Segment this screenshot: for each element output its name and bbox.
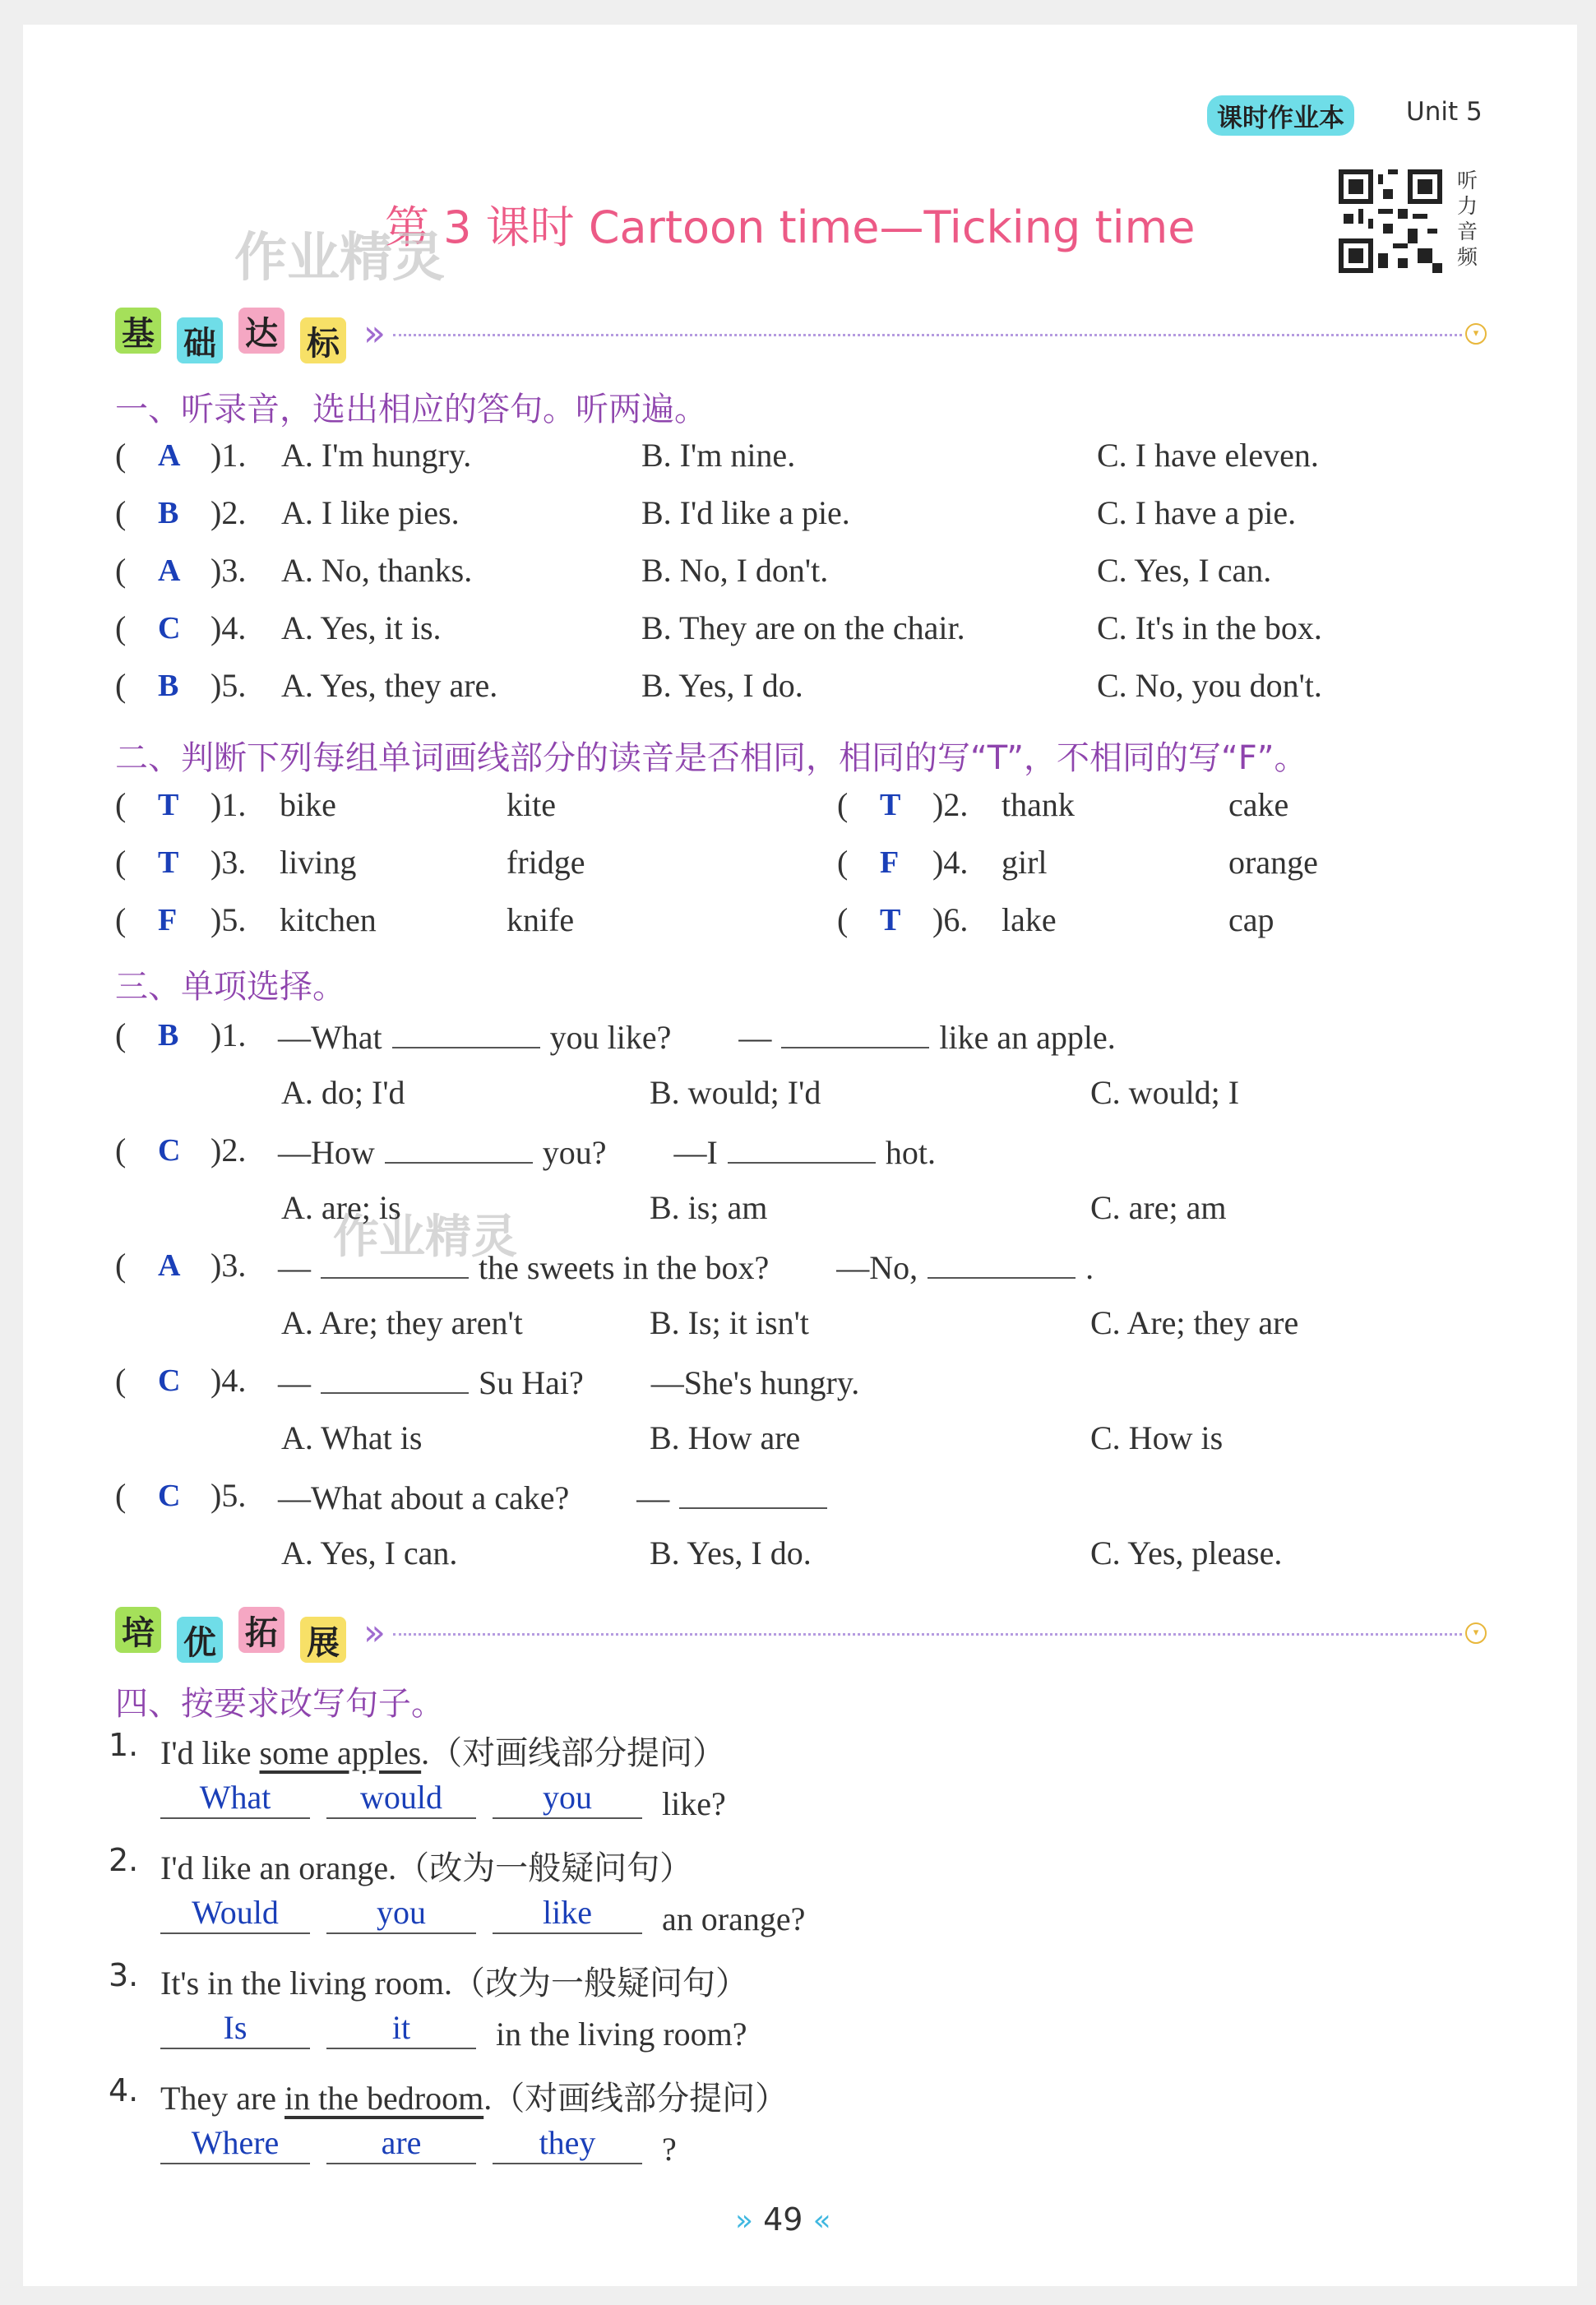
sentence-text: I'd like (160, 1734, 260, 1771)
paren-open: ( (837, 786, 849, 823)
question-number: )4. (210, 1362, 247, 1399)
listen-audio-label: 听力音频 (1457, 169, 1478, 269)
question-number: )3. (210, 1247, 247, 1284)
answer-blank[interactable] (321, 1246, 469, 1279)
word-2: orange (1228, 844, 1318, 881)
answer-fill[interactable]: it (326, 2008, 476, 2049)
part3-heading: 三、单项选择。 (115, 968, 345, 1006)
option-b: B. Yes, I do. (641, 667, 803, 704)
section-badge-char: 基 (115, 308, 161, 354)
answer-mark: T (880, 788, 901, 822)
option-c: C. are; am (1090, 1189, 1227, 1226)
answer-mark: C (158, 1363, 181, 1398)
question-number: )2. (932, 786, 969, 823)
answer-mark: F (880, 845, 900, 880)
answer-mark: T (880, 903, 901, 937)
option-b: B. is; am (650, 1189, 768, 1226)
answer-fill[interactable]: like (493, 1893, 642, 1934)
word-2: knife (507, 901, 575, 938)
paren-open: ( (115, 609, 127, 646)
option-b: B. How are (650, 1419, 801, 1456)
sentence (160, 1842, 692, 1889)
part2-heading: 二、判断下列每组单词画线部分的读音是否相同，相同的写“T”，不相同的写“F”。 (115, 739, 1307, 777)
question-number: )1. (210, 1016, 247, 1053)
answer-mark: B (158, 496, 179, 530)
paren-open: ( (115, 1247, 127, 1284)
sentence-text: They are (160, 2080, 285, 2117)
question-number: 1. (109, 1727, 139, 1763)
question-number: 3. (109, 1957, 139, 1993)
option-b: B. I'm nine. (641, 437, 796, 474)
stem-text: —No, (836, 1249, 918, 1286)
section-badge-char: 展 (300, 1617, 346, 1663)
word-2: cake (1228, 786, 1289, 823)
stem-text: —What about a cake? (278, 1479, 570, 1516)
answer-mark: C (158, 1479, 181, 1513)
underlined-phrase: in the bedroom (285, 2080, 484, 2117)
double-chevron-icon: » (363, 312, 386, 354)
paren-open: ( (115, 1362, 127, 1399)
paren-open: ( (115, 494, 127, 531)
option-b: B. would; I'd (650, 1074, 821, 1111)
answer-mark: C (158, 611, 181, 646)
section-badge-char: 培 (115, 1607, 161, 1653)
sentence-tail: in the living room? (496, 2016, 747, 2053)
option-c: C. Yes, I can. (1097, 552, 1272, 589)
stem-text: — (738, 1019, 772, 1056)
paren-open: ( (837, 901, 849, 938)
answer-blank[interactable] (385, 1131, 533, 1164)
watermark: 作业精灵 (333, 1210, 517, 1264)
answer-mark: A (158, 438, 181, 473)
question-stem (278, 1246, 1103, 1287)
question-number: )5. (210, 901, 247, 938)
stem-text: — (278, 1364, 311, 1401)
option-a: A. are; is (281, 1189, 401, 1226)
question-number: 4. (109, 2072, 139, 2108)
question-stem (278, 1016, 1126, 1057)
option-c: C. I have eleven. (1097, 437, 1319, 474)
answer-blank[interactable] (679, 1476, 827, 1509)
stem-text: —What (278, 1019, 382, 1056)
answer-mark: F (158, 903, 178, 937)
answer-mark: B (158, 1018, 179, 1053)
question-number: )1. (210, 786, 247, 823)
question-number: )2. (210, 494, 247, 531)
paren-open: ( (115, 901, 127, 938)
paren-open: ( (115, 437, 127, 474)
option-b: B. No, I don't. (641, 552, 829, 589)
answer-blank[interactable] (392, 1016, 540, 1048)
lesson-title: 第 3 课时 Cartoon time—Ticking time (385, 201, 1196, 253)
sentence-instruction: .（对画线部分提问） (421, 1734, 726, 1771)
sentence (160, 2072, 788, 2119)
answer-fill[interactable]: would (326, 1778, 476, 1819)
answer-fill[interactable]: Is (160, 2008, 310, 2049)
sentence-text: I'd like an orange.（改为一般疑问句） (160, 1849, 693, 1886)
answer-mark: A (158, 553, 181, 588)
option-a: A. Yes, I can. (281, 1534, 458, 1571)
double-chevron-icon: » (363, 1612, 386, 1654)
word-1: living (280, 844, 357, 881)
option-a: A. Are; they aren't (281, 1304, 523, 1341)
stem-text: —She's hungry. (650, 1364, 860, 1401)
stem-text: you? (542, 1134, 607, 1171)
section-divider (393, 334, 1462, 336)
question-stem (278, 1361, 869, 1402)
section-badge-char: 优 (177, 1617, 223, 1663)
question-number: )5. (210, 667, 247, 704)
option-a: A. do; I'd (281, 1074, 405, 1111)
question-number: )4. (932, 844, 969, 881)
answer-mark: T (158, 845, 179, 880)
underlined-phrase: some apples (259, 1734, 422, 1771)
option-c: C. Yes, please. (1090, 1534, 1283, 1571)
sentence-tail: ? (662, 2131, 677, 2168)
paren-open: ( (115, 1016, 127, 1053)
option-b: B. I'd like a pie. (641, 494, 850, 531)
option-c: C. How is (1090, 1419, 1224, 1456)
answer-fill[interactable]: What (160, 1778, 310, 1819)
answer-blank[interactable] (928, 1246, 1076, 1279)
sentence-tail: like? (662, 1785, 726, 1822)
option-c: C. Are; they are (1090, 1304, 1299, 1341)
option-b: B. They are on the chair. (641, 609, 965, 646)
part1-heading: 一、听录音，选出相应的答句。听两遍。 (115, 391, 707, 428)
question-number: )1. (210, 437, 247, 474)
word-2: fridge (507, 844, 585, 881)
answer-blank[interactable] (321, 1361, 469, 1394)
stem-text: you like? (549, 1019, 672, 1056)
stem-text: —I (673, 1134, 718, 1171)
question-number: )4. (210, 609, 247, 646)
section-badge-char: 拓 (238, 1607, 285, 1653)
option-c: C. would; I (1090, 1074, 1240, 1111)
word-1: lake (1002, 901, 1057, 938)
option-c: C. I have a pie. (1097, 494, 1297, 531)
page-number-value: 49 (763, 2201, 803, 2238)
word-1: girl (1002, 844, 1048, 881)
part4-heading: 四、按要求改写句子。 (115, 1685, 444, 1723)
section-badge-char: 标 (300, 317, 346, 363)
question-number: )2. (210, 1132, 247, 1169)
page-number (735, 2201, 831, 2238)
answer-fill[interactable]: they (493, 2123, 642, 2164)
watermark: 作业精灵 (234, 228, 445, 289)
answer-mark: T (158, 788, 179, 822)
word-1: bike (280, 786, 336, 823)
workbook-badge: 课时作业本 (1207, 95, 1354, 136)
answer-mark: C (158, 1133, 181, 1168)
double-chevron-icon: « (812, 2204, 831, 2238)
section-badge-char: 础 (177, 317, 223, 363)
option-a: A. No, thanks. (281, 552, 473, 589)
option-a: A. Yes, it is. (281, 609, 442, 646)
answer-mark: B (158, 669, 179, 703)
option-a: A. I'm hungry. (281, 437, 472, 474)
question-number: )5. (210, 1477, 247, 1514)
qr-code-icon[interactable] (1339, 169, 1442, 273)
chevron-down-icon: ▾ (1465, 323, 1487, 345)
word-1: thank (1002, 786, 1075, 823)
question-number: )3. (210, 552, 247, 589)
question-number: )3. (210, 844, 247, 881)
word-2: cap (1228, 901, 1274, 938)
paren-open: ( (115, 552, 127, 589)
word-1: kitchen (280, 901, 377, 938)
answer-fill[interactable]: Would (160, 1893, 310, 1934)
option-a: A. What is (281, 1419, 423, 1456)
answer-fill[interactable]: you (326, 1893, 476, 1934)
answer-blank[interactable] (728, 1131, 876, 1164)
paren-open: ( (115, 1477, 127, 1514)
stem-text: —How (278, 1134, 375, 1171)
question-stem (278, 1131, 946, 1172)
section-badge-char: 达 (238, 308, 285, 354)
option-b: B. Yes, I do. (650, 1534, 812, 1571)
option-b: B. Is; it isn't (650, 1304, 809, 1341)
option-c: C. It's in the box. (1097, 609, 1322, 646)
sentence-tail: an orange? (662, 1900, 806, 1937)
stem-text: . (1085, 1249, 1094, 1286)
answer-fill[interactable]: are (326, 2123, 476, 2164)
sentence-instruction: .（对画线部分提问） (483, 2080, 789, 2117)
paren-open: ( (837, 844, 849, 881)
paren-open: ( (115, 1132, 127, 1169)
sentence (160, 1957, 748, 2004)
sentence (160, 1727, 725, 1774)
stem-text: the sweets in the box? (479, 1249, 770, 1286)
paren-open: ( (115, 786, 127, 823)
option-a: A. Yes, they are. (281, 667, 498, 704)
double-chevron-icon: » (735, 2204, 754, 2238)
stem-text: Su Hai? (479, 1364, 584, 1401)
answer-blank[interactable] (781, 1016, 929, 1048)
stem-text: — (278, 1249, 311, 1286)
option-c: C. No, you don't. (1097, 667, 1322, 704)
section-divider (393, 1633, 1462, 1636)
paren-open: ( (115, 844, 127, 881)
question-number: 2. (109, 1842, 139, 1878)
question-stem (278, 1476, 837, 1517)
answer-fill[interactable]: you (493, 1778, 642, 1819)
stem-text: like an apple. (939, 1019, 1116, 1056)
word-2: kite (507, 786, 556, 823)
paren-open: ( (115, 667, 127, 704)
stem-text: hot. (885, 1134, 936, 1171)
answer-fill[interactable]: Where (160, 2123, 310, 2164)
question-number: )6. (932, 901, 969, 938)
answer-mark: A (158, 1248, 181, 1283)
option-a: A. I like pies. (281, 494, 460, 531)
unit-label: Unit 5 (1406, 97, 1483, 127)
stem-text: — (636, 1479, 670, 1516)
sentence-text: It's in the living room.（改为一般疑问句） (160, 1965, 748, 2002)
chevron-down-icon: ▾ (1465, 1622, 1487, 1644)
